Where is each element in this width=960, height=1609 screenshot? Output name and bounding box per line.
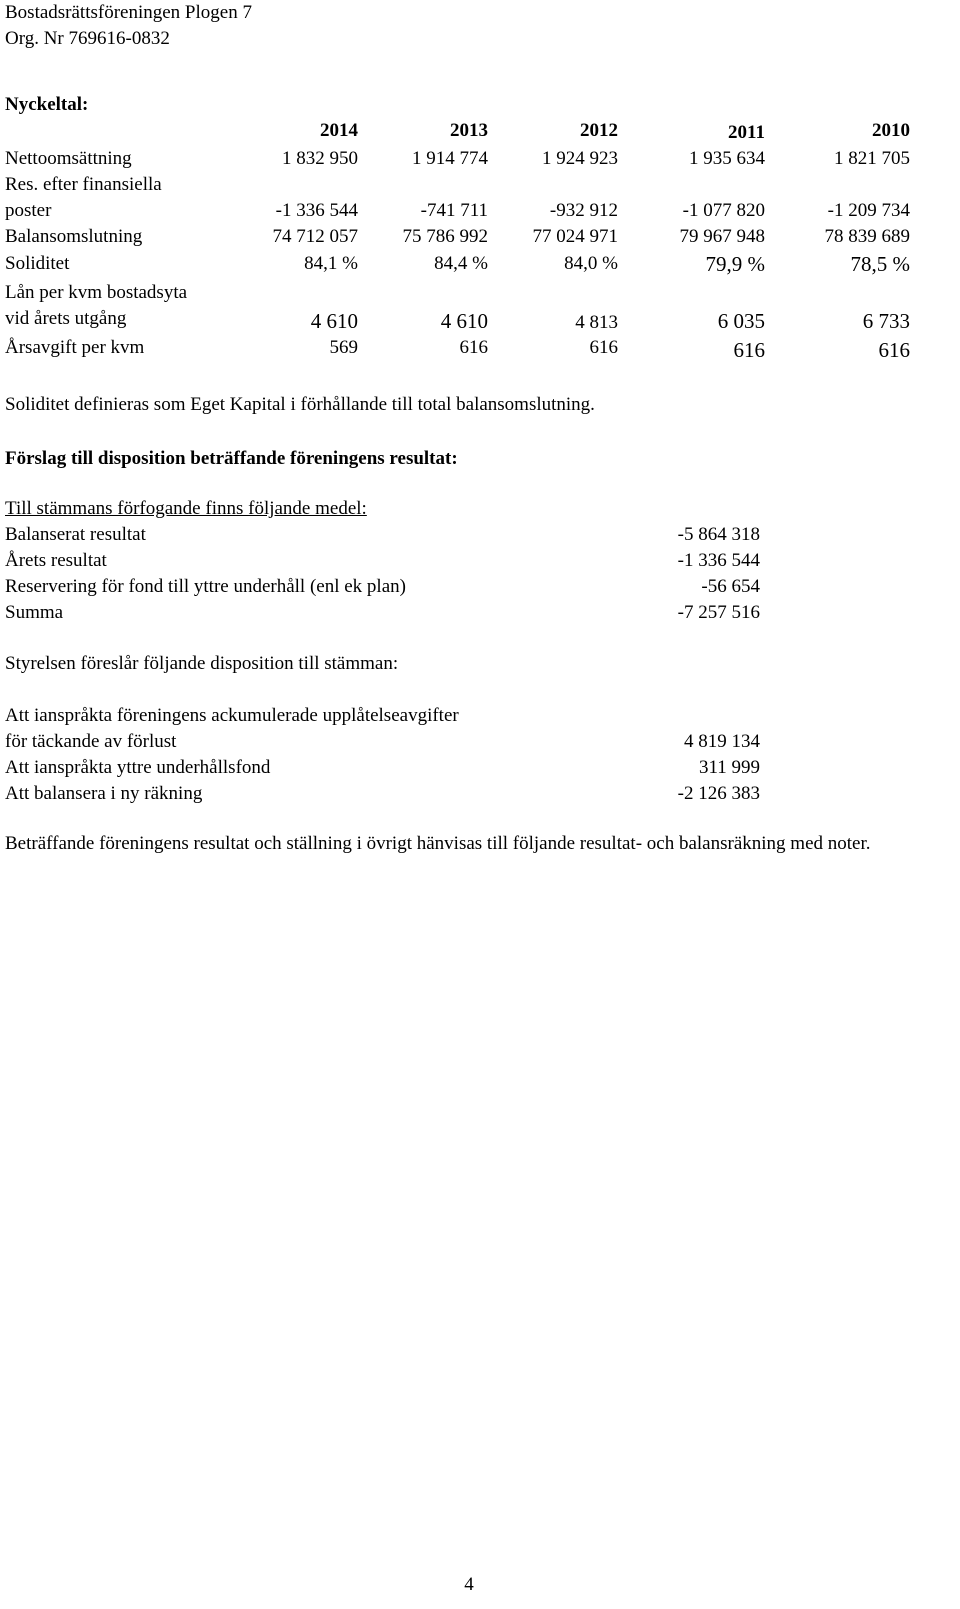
row-label: Soliditet bbox=[5, 253, 70, 274]
proposal-label: för täckande av förlust bbox=[5, 731, 177, 752]
available-row bbox=[5, 600, 760, 626]
row-value: 616 bbox=[878, 338, 910, 362]
key-figures-row bbox=[5, 146, 910, 172]
row-value: 79,9 % bbox=[705, 252, 765, 276]
solidity-note: Soliditet definieras som Eget Kapital i förhållande till total balansomslutning. bbox=[5, 394, 595, 415]
row-value: 4 610 bbox=[310, 309, 358, 333]
row-value: 1 914 774 bbox=[412, 148, 488, 169]
proposal-row bbox=[5, 729, 760, 755]
key-figures-row bbox=[5, 198, 910, 224]
row-value: 569 bbox=[329, 337, 358, 358]
key-figures-title: Nyckeltal: bbox=[5, 94, 89, 115]
proposal-label-line1: Att ianspråkta föreningens ackumulerade upplåtelseavgifter bbox=[5, 705, 459, 726]
available-label: Balanserat resultat bbox=[5, 524, 146, 545]
available-value: -1 336 544 bbox=[677, 550, 760, 571]
row-value: 1 935 634 bbox=[689, 148, 765, 169]
row-value: 1 924 923 bbox=[542, 148, 618, 169]
available-funds-heading: Till stämmans förfogande finns följande medel: bbox=[5, 498, 367, 519]
available-row bbox=[5, 574, 760, 600]
proposal-label: Att ianspråkta yttre underhållsfond bbox=[5, 757, 271, 778]
available-row bbox=[5, 548, 760, 574]
year-header: 2012 bbox=[580, 120, 618, 141]
row-value: 78,5 % bbox=[850, 252, 910, 276]
year-header: 2010 bbox=[872, 120, 910, 141]
row-value: 616 bbox=[589, 337, 618, 358]
row-value: -741 711 bbox=[420, 200, 488, 221]
year-header: 2014 bbox=[320, 120, 358, 141]
key-figures-row bbox=[5, 251, 910, 277]
proposal-value: 4 819 134 bbox=[684, 731, 760, 752]
row-value: 4 610 bbox=[440, 309, 488, 333]
row-value: 84,1 % bbox=[304, 253, 358, 274]
row-value: 84,0 % bbox=[564, 253, 618, 274]
row-label: Balansomslutning bbox=[5, 226, 143, 247]
row-value: 6 035 bbox=[717, 309, 765, 333]
row-value: 4 813 bbox=[575, 312, 618, 333]
available-label: Reservering för fond till yttre underhåll (enl ek plan) bbox=[5, 576, 406, 597]
row-value: 78 839 689 bbox=[824, 226, 910, 247]
row-label: Årsavgift per kvm bbox=[5, 337, 145, 358]
key-figures-row bbox=[5, 335, 910, 361]
year-header: 2011 bbox=[728, 122, 765, 143]
row-value: 1 832 950 bbox=[282, 148, 358, 169]
proposal-row bbox=[5, 781, 760, 807]
closing-paragraph: Beträffande föreningens resultat och ställning i övrigt hänvisas till följande resultat- och balansräkning med noter. bbox=[5, 833, 871, 854]
key-figures-row bbox=[5, 224, 910, 250]
row-value: 75 786 992 bbox=[402, 226, 488, 247]
row-value: 616 bbox=[733, 338, 765, 362]
year-header: 2013 bbox=[450, 120, 488, 141]
available-value: -7 257 516 bbox=[677, 602, 760, 623]
row-value: 84,4 % bbox=[434, 253, 488, 274]
org-name: Bostadsrättsföreningen Plogen 7 bbox=[5, 2, 252, 23]
available-value: -56 654 bbox=[701, 576, 760, 597]
row-label-line1: Res. efter finansiella bbox=[5, 174, 162, 195]
org-number: Org. Nr 769616-0832 bbox=[5, 28, 170, 49]
available-value: -5 864 318 bbox=[677, 524, 760, 545]
row-label: poster bbox=[5, 200, 52, 221]
proposal-value: -2 126 383 bbox=[677, 783, 760, 804]
row-value: 79 967 948 bbox=[679, 226, 765, 247]
proposal-row bbox=[5, 755, 760, 781]
row-value: 77 024 971 bbox=[532, 226, 618, 247]
available-label: Summa bbox=[5, 602, 64, 623]
row-value: 6 733 bbox=[862, 309, 910, 333]
key-figures-row bbox=[5, 306, 910, 332]
row-label: vid årets utgång bbox=[5, 308, 127, 329]
row-value: -1 336 544 bbox=[275, 200, 358, 221]
available-label: Årets resultat bbox=[5, 550, 107, 571]
row-value: -932 912 bbox=[549, 200, 618, 221]
row-label-line1: Lån per kvm bostadsyta bbox=[5, 282, 188, 303]
row-value: 1 821 705 bbox=[834, 148, 910, 169]
available-row bbox=[5, 522, 760, 548]
row-value: 74 712 057 bbox=[272, 226, 358, 247]
proposal-heading: Styrelsen föreslår följande disposition till stämman: bbox=[5, 653, 399, 674]
page-number: 4 bbox=[464, 1574, 474, 1595]
row-label: Nettoomsättning bbox=[5, 148, 132, 169]
row-value: 616 bbox=[459, 337, 488, 358]
key-figures-year-row bbox=[5, 118, 910, 144]
row-value: -1 077 820 bbox=[682, 200, 765, 221]
proposal-value: 311 999 bbox=[698, 757, 760, 778]
proposal-label: Att balansera i ny räkning bbox=[5, 783, 203, 804]
disposition-title: Förslag till disposition beträffande föreningens resultat: bbox=[5, 448, 458, 469]
row-value: -1 209 734 bbox=[827, 200, 910, 221]
